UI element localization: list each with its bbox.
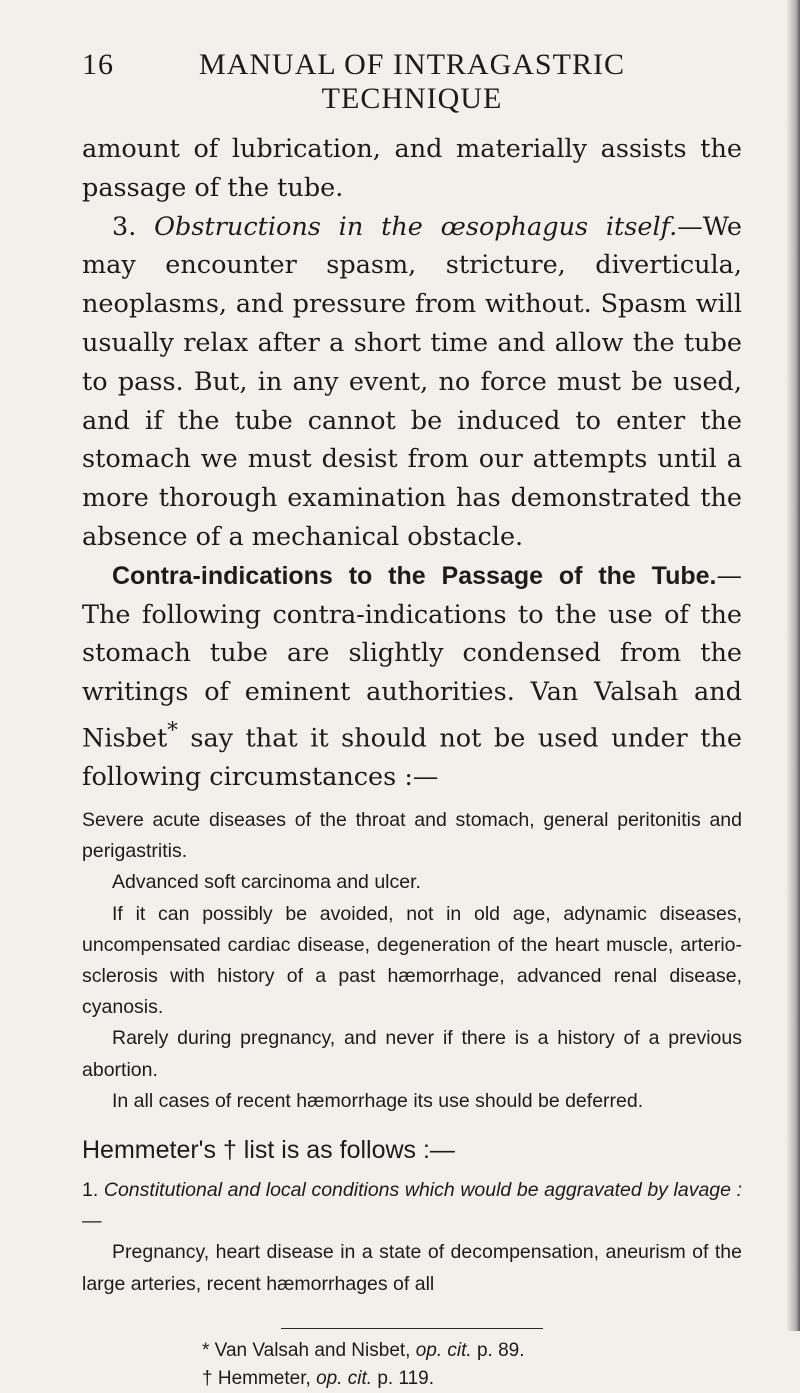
footnote-2-text: Hemmeter, xyxy=(212,1367,317,1389)
running-title: MANUAL OF INTRAGASTRIC TECHNIQUE xyxy=(199,48,625,115)
hemmeter-intro-text: Hemmeter's xyxy=(82,1136,216,1165)
hemmeter-item-1-text: Pregnancy, heart disease in a state of decompensation, aneurism of the large arteries, recent hæmorrhages of all xyxy=(82,1241,742,1295)
list-item: If it can possibly be avoided, not in old age, adynamic diseases, uncompensated cardiac disease, degeneration of the heart muscle, arterio-sclerosis with history of a past hæmorrhage, advanced renal disease, cyanosis. xyxy=(82,902,742,1019)
page-edge-shadow xyxy=(786,0,800,1331)
contra-indications-text-after: say that it should not be used under the following circumstances :— xyxy=(82,723,742,793)
footnote-ref-dagger: † xyxy=(222,1136,237,1165)
section-3-number: 3. xyxy=(112,211,137,242)
hemmeter-item-1-heading xyxy=(82,1175,742,1237)
footnote-2 xyxy=(202,1365,742,1393)
footnote-1 xyxy=(202,1337,742,1365)
contra-indications-heading: Contra-indications to the Passage of the Tube. xyxy=(112,561,717,590)
list-item: Advanced soft carcinoma and ulcer. xyxy=(112,871,421,894)
footnote-1-text: Van Valsah and Nisbet, xyxy=(209,1339,416,1361)
list-item: In all cases of recent hæmorrhage its use should be deferred. xyxy=(112,1089,644,1112)
list-item: Severe acute diseases of the throat and stomach, general peritonitis and perigastritis. xyxy=(82,809,742,863)
hemmeter-item-1-number: 1. xyxy=(82,1179,99,1202)
page-number: 16 xyxy=(82,48,114,81)
list-item: Rarely during pregnancy, and never if there is a history of a previous abortion. xyxy=(82,1027,742,1081)
main-text xyxy=(82,130,742,797)
book-page xyxy=(82,48,742,1393)
footnote-1-mark: * xyxy=(202,1339,210,1361)
footnote-2-italic: op. cit. xyxy=(316,1367,373,1389)
hemmeter-intro xyxy=(82,1131,742,1169)
footnote-ref-star: * xyxy=(167,717,178,743)
section-3-text: —We may encounter spasm, stricture, diverticula, neoplasms, and pressure from without. Spasm will usually relax after a short time and allow the tube to pass. But, in any event, no force must be used, and if the tube cannot be induced to enter the stomach we must desist from our attempts until a more thorough examination has demonstrated the absence of a mechanical obstacle. xyxy=(82,211,742,552)
running-header xyxy=(82,48,742,116)
contra-indications-paragraph xyxy=(82,557,742,797)
section-3-title: Obstructions in the œsophagus itself. xyxy=(154,211,678,242)
contra-indications-text: — The following contra-indications to the use of the stomach tube are slightly condensed from the writings of eminent authorities. Van Valsah and Nisbet xyxy=(82,560,742,754)
footnote-2-tail: p. 119. xyxy=(372,1367,435,1389)
hemmeter-intro-after: list is as follows :— xyxy=(236,1136,455,1165)
footnotes xyxy=(82,1337,742,1393)
hemmeter-item-1-title: Constitutional and local conditions which would be aggravated by lavage :— xyxy=(82,1179,742,1233)
continuation-paragraph: amount of lubrication, and materially assists the passage of the tube. xyxy=(82,134,742,203)
section-3-paragraph xyxy=(82,208,742,557)
footnote-divider xyxy=(281,1328,543,1329)
footnote-1-italic: op. cit. xyxy=(415,1339,472,1361)
footnote-1-tail: p. 89. xyxy=(471,1339,525,1361)
van-valsah-list xyxy=(82,805,742,1117)
hemmeter-list xyxy=(82,1175,742,1300)
footnote-2-mark: † xyxy=(202,1367,213,1389)
